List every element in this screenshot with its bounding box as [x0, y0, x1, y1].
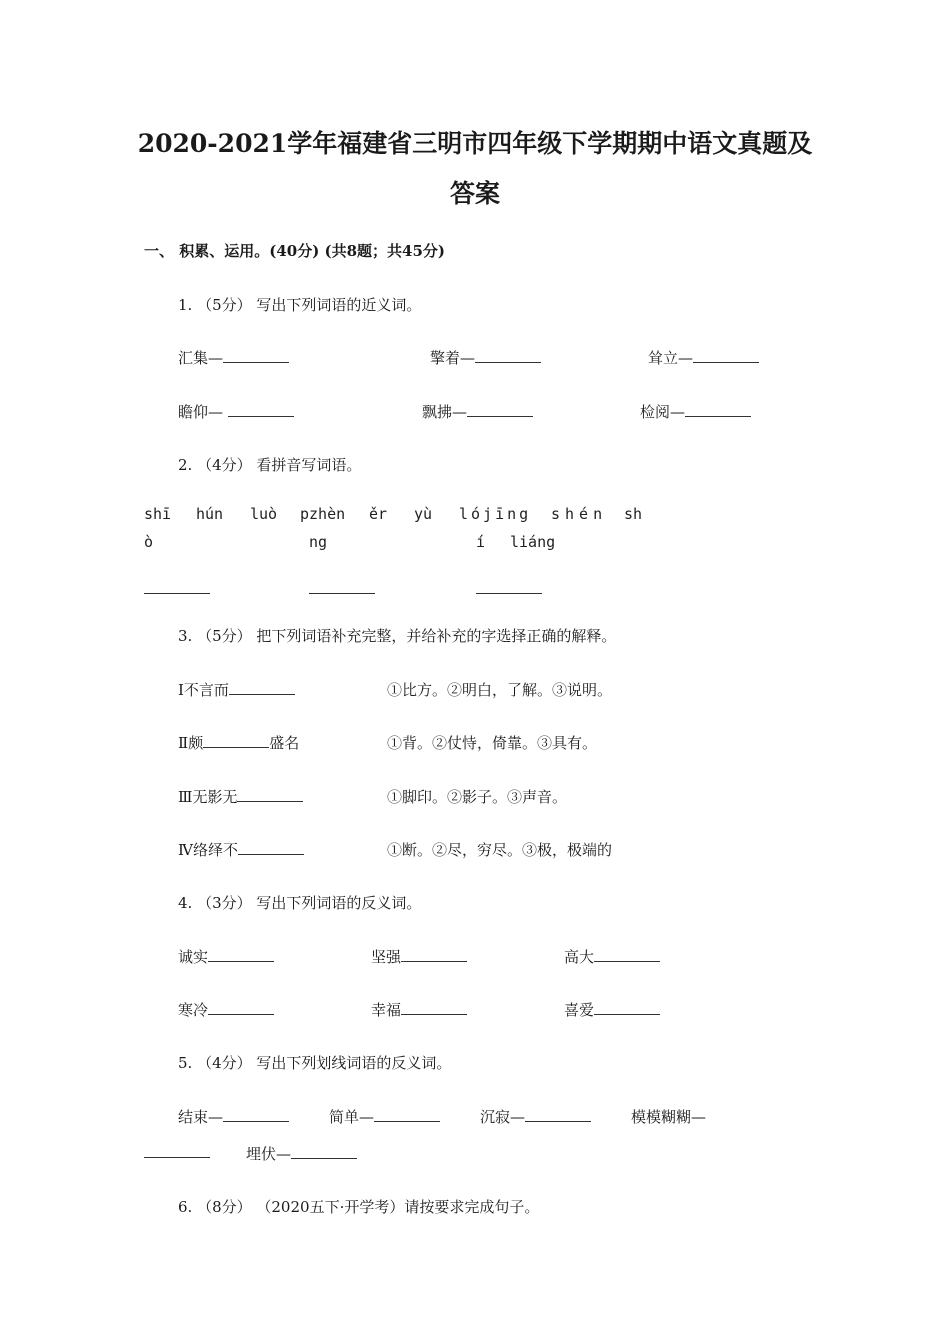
pinyin: hún [196, 505, 224, 523]
q5-item: 模模糊糊— [631, 1108, 707, 1126]
q4-item: 诚实 [178, 946, 274, 967]
section-heading: 一、 积累、运用。(40分) (共8题；共45分) [144, 242, 446, 260]
answer-blank[interactable] [374, 1107, 440, 1122]
question-3-heading: 3. （5分） 把下列词语补充完整，并给补充的字选择正确的解释。 [178, 627, 617, 645]
answer-blank[interactable] [525, 1107, 591, 1122]
answer-blank[interactable] [693, 348, 759, 363]
answer-blank[interactable] [685, 402, 751, 417]
q5-item: 简单— [329, 1106, 440, 1127]
answer-blank[interactable] [223, 348, 289, 363]
q3-item: Ⅳ络绎不 [178, 839, 304, 860]
page-title: 2020-2021学年福建省三明市四年级下学期期中语文真题及 [137, 129, 813, 158]
pinyin: liáng [510, 533, 556, 551]
answer-blank[interactable] [144, 1143, 210, 1158]
answer-blank[interactable] [476, 592, 542, 594]
answer-blank[interactable] [594, 947, 660, 962]
answer-blank[interactable] [223, 1107, 289, 1122]
answer-blank[interactable] [401, 947, 467, 962]
pinyin: shén [551, 505, 608, 523]
q3-options: ①比方。②明白，了解。③说明。 [387, 681, 613, 699]
q1-item: 汇集— [178, 347, 289, 368]
pinyin: yù [414, 505, 433, 523]
q3-options: ①脚印。②影子。③声音。 [387, 788, 568, 806]
question-6-heading: 6. （8分） （2020五下·开学考）请按要求完成句子。 [178, 1198, 540, 1216]
question-5-heading: 5. （4分） 写出下列划线词语的反义词。 [178, 1054, 452, 1072]
pinyin: pzhèn [300, 505, 346, 523]
answer-blank[interactable] [467, 402, 533, 417]
pinyin: ò [144, 533, 154, 551]
q1-item: 飘拂— [422, 401, 533, 422]
q5-item [144, 1143, 210, 1162]
q1-item: 擎着— [430, 347, 541, 368]
q1-item: 检阅— [640, 401, 751, 422]
q3-options: ①断。②尽，穷尽。③极，极端的 [387, 841, 613, 859]
answer-blank[interactable] [238, 840, 304, 855]
answer-blank[interactable] [203, 733, 269, 748]
q1-item: 耸立— [648, 347, 759, 368]
q4-item: 高大 [564, 946, 660, 967]
q3-item: Ⅰ不言而 [178, 679, 295, 700]
question-1-heading: 1. （5分） 写出下列词语的近义词。 [178, 296, 422, 314]
q5-item: 埋伏— [246, 1143, 357, 1164]
answer-blank[interactable] [237, 787, 303, 802]
q5-item: 沉寂— [480, 1106, 591, 1127]
q4-item: 坚强 [371, 946, 467, 967]
answer-blank[interactable] [144, 592, 210, 594]
answer-blank[interactable] [208, 1000, 274, 1015]
q1-item: 瞻仰— [178, 401, 294, 422]
answer-blank[interactable] [475, 348, 541, 363]
answer-blank[interactable] [401, 1000, 467, 1015]
pinyin: ěr [369, 505, 388, 523]
q3-options: ①背。②仗恃，倚靠。③具有。 [387, 734, 598, 752]
pinyin: shī [144, 505, 172, 523]
q5-item: 结束— [178, 1106, 289, 1127]
pinyin: lójīng [459, 505, 532, 523]
question-2-heading: 2. （4分） 看拼音写词语。 [178, 456, 362, 474]
q4-item: 幸福 [371, 999, 467, 1020]
q3-item: Ⅱ颇 盛名 [178, 734, 300, 752]
pinyin: ng [309, 533, 328, 551]
answer-blank[interactable] [291, 1144, 357, 1159]
pinyin: luò [250, 505, 278, 523]
answer-blank[interactable] [208, 947, 274, 962]
answer-blank[interactable] [229, 680, 295, 695]
answer-blank[interactable] [594, 1000, 660, 1015]
pinyin: í [476, 533, 486, 551]
question-4-heading: 4. （3分） 写出下列词语的反义词。 [178, 894, 422, 912]
q3-item: Ⅲ无影无 [178, 786, 303, 807]
answer-blank[interactable] [309, 592, 375, 594]
page-title-line2: 答案 [449, 179, 500, 208]
pinyin: sh [624, 505, 643, 523]
answer-blank[interactable] [228, 402, 294, 417]
q4-item: 寒冷 [178, 999, 274, 1020]
q4-item: 喜爱 [564, 999, 660, 1020]
